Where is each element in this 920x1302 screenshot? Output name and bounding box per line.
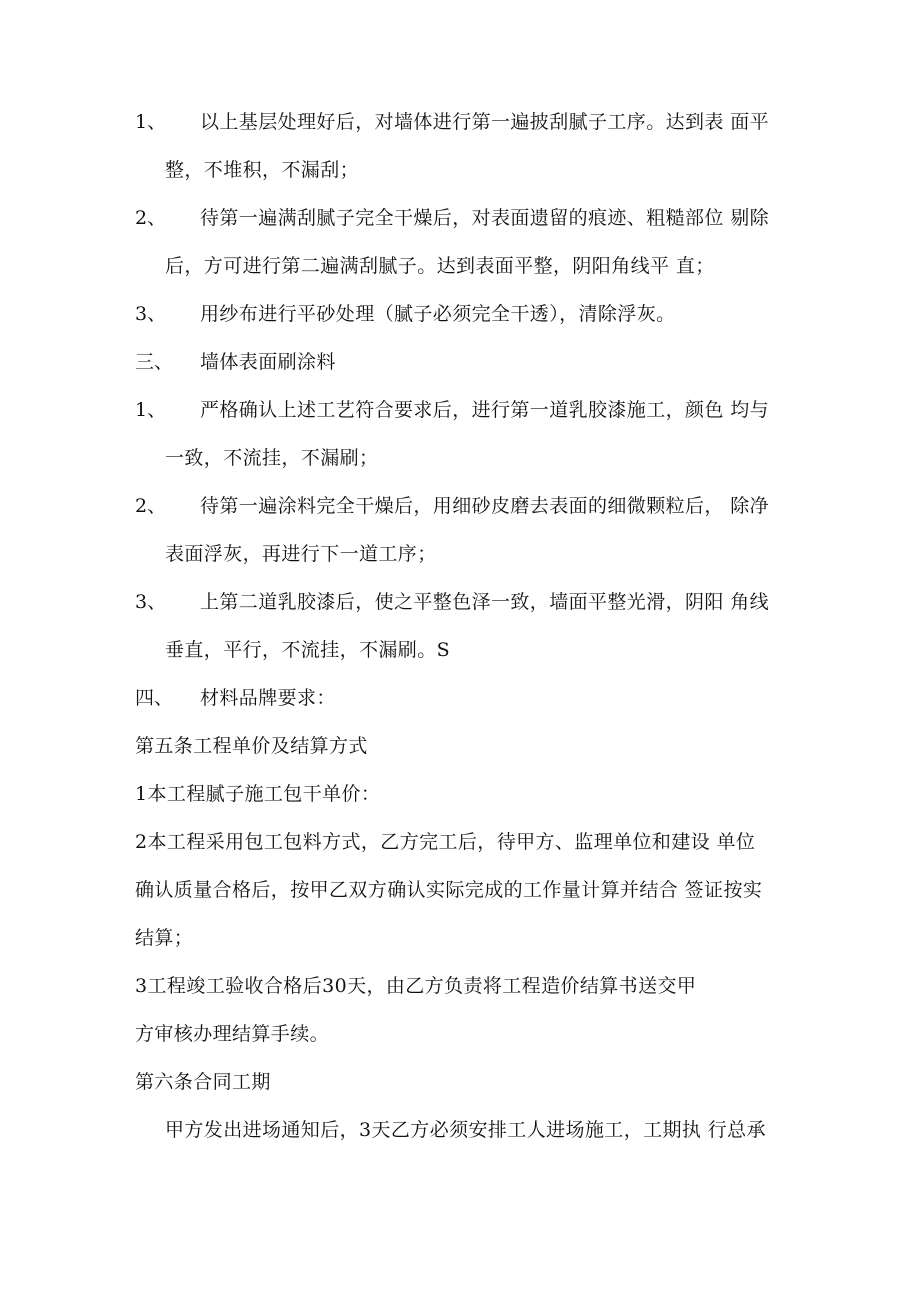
paragraph-line: 甲方发出进场通知后，3天乙方必须安排工人进场施工，工期执 行总承 — [165, 1119, 766, 1141]
item-text-line: 垂直，平行，不流挂，不漏刷。S — [165, 639, 451, 661]
paragraph-line: 方审核办理结算手续。 — [135, 1023, 330, 1045]
article-heading: 第六条合同工期 — [135, 1071, 271, 1093]
paragraph-line: 1本工程腻子施工包干单价： — [135, 783, 381, 805]
item-text-line: 一致，不流挂，不漏刷； — [165, 447, 379, 469]
paragraph-line: 确认质量合格后，按甲乙双方确认实际完成的工作量计算并结合 签证按实 — [135, 879, 763, 901]
item-marker: 1、 — [135, 399, 167, 421]
item-marker: 3、 — [135, 591, 167, 613]
section-heading: 墙体表面刷涂料 — [200, 351, 336, 373]
section-marker: 四、 — [135, 687, 174, 709]
item-text-line: 待第一遍满刮腻子完全干燥后，对表面遗留的痕迹、粗糙部位 剔除 — [200, 207, 770, 229]
item-text-line: 以上基层处理好后，对墙体进行第一遍披刮腻子工序。达到表 面平 — [200, 111, 770, 133]
item-marker: 1、 — [135, 111, 167, 133]
paragraph-line: 结算； — [135, 927, 194, 949]
item-text-line: 用纱布进行平砂处理（腻子必须完全干透），清除浮灰。 — [200, 303, 676, 325]
item-text-line: 表面浮灰，再进行下一道工序； — [165, 543, 437, 565]
item-text-line: 严格确认上述工艺符合要求后，进行第一道乳胶漆施工，颜色 均与 — [200, 399, 770, 421]
section-heading: 材料品牌要求： — [200, 687, 336, 709]
item-marker: 2、 — [135, 495, 167, 517]
item-text-line: 整，不堆积，不漏刮； — [165, 159, 360, 181]
section-marker: 三、 — [135, 351, 174, 373]
item-text-line: 后，方可进行第二遍满刮腻子。达到表面平整，阴阳角线平 直； — [165, 255, 715, 277]
item-text-line: 上第二道乳胶漆后，使之平整色泽一致，墙面平整光滑，阴阳 角线 — [200, 591, 770, 613]
paragraph-line: 2本工程采用包工包料方式，乙方完工后，待甲方、监理单位和建设 单位 — [135, 831, 756, 853]
article-heading: 第五条工程单价及结算方式 — [135, 735, 368, 757]
paragraph-line: 3工程竣工验收合格后30天，由乙方负责将工程造价结算书送交甲 — [135, 975, 697, 997]
item-marker: 3、 — [135, 303, 167, 325]
item-marker: 2、 — [135, 207, 167, 229]
item-text-line: 待第一遍涂料完全干燥后，用细砂皮磨去表面的细微颗粒后， 除净 — [200, 495, 770, 517]
